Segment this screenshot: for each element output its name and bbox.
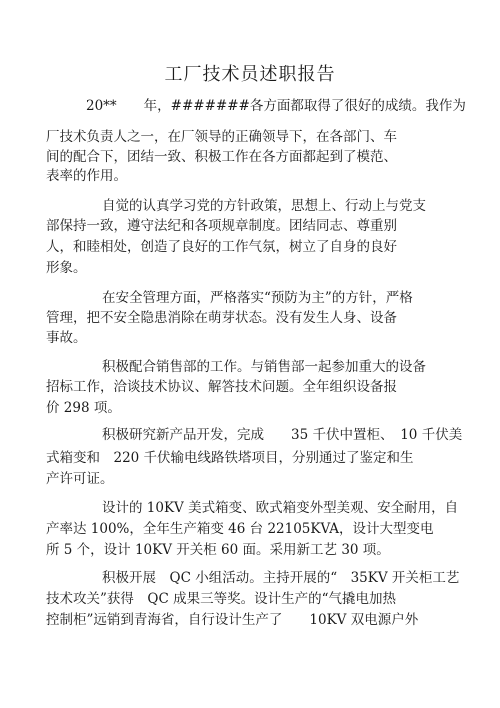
paragraph-4-line-1: 积极配合销售部的工作。与销售部一起参加重大的设备 bbox=[102, 359, 426, 375]
paragraph-2-line-2: 部保持一致，遵守法纪和各项规章制度。团结同志、尊重别 bbox=[46, 218, 397, 234]
document-title: 工厂技术员述职报告 bbox=[164, 64, 336, 85]
paragraph-5-line-1: 积极研究新产品开发，完成 35 千伏中置柜、 10 千伏美 bbox=[102, 427, 463, 443]
paragraph-7-line-3: 控制柜”远销到青海省，自行设计生产了 10KV 双电源户外 bbox=[46, 612, 419, 628]
paragraph-2-line-1: 自觉的认真学习党的方针政策，思想上、行动上与党支 bbox=[102, 198, 426, 214]
paragraph-3-line-1: 在安全管理方面，严格落实“预防为主”的方针，严格 bbox=[102, 290, 413, 306]
paragraph-6-line-2: 产率达 100%，全年生产箱变 46 台 22105KVA，设计大型变电 bbox=[46, 521, 434, 537]
paragraph-3-line-3: 事故。 bbox=[46, 330, 87, 346]
paragraph-4-line-2: 招标工作，洽谈技术协议、解答技术问题。全年组织设备报 bbox=[46, 379, 397, 395]
paragraph-1-line-2: 厂技术负责人之一，在厂领导的正确领导下，在各部门、车 bbox=[46, 129, 397, 145]
paragraph-1-line-1: 20** 年，#######各方面都取得了很好的成绩。我作为 bbox=[86, 98, 466, 114]
paragraph-1-line-3: 间的配合下，团结一致、积极工作在各方面都起到了模范、 bbox=[46, 149, 397, 165]
paragraph-6-line-1: 设计的 10KV 美式箱变、欧式箱变外型美观、安全耐用，自 bbox=[102, 500, 459, 516]
paragraph-5-line-2: 式箱变和 220 千伏输电线路铁塔项目，分别通过了鉴定和生 bbox=[46, 450, 414, 466]
paragraph-2-line-3: 人，和睦相处，创造了良好的工作气氛，树立了自身的良好 bbox=[46, 239, 397, 255]
paragraph-3-line-2: 管理，把不安全隐患消除在萌芽状态。没有发生人身、设备 bbox=[46, 310, 397, 326]
paragraph-2-line-4: 形象。 bbox=[46, 260, 87, 276]
paragraph-7-line-2: 技术攻关”获得 QC 成果三等奖。设计生产的“气撬电加热 bbox=[46, 591, 396, 607]
paragraph-6-line-3: 所 5 个，设计 10KV 开关柜 60 面。采用新工艺 30 项。 bbox=[46, 542, 390, 558]
paragraph-7-line-1: 积极开展 QC 小组活动。主持开展的“ 35KV 开关柜工艺 bbox=[102, 570, 460, 586]
paragraph-1-line-4: 表率的作用。 bbox=[46, 168, 127, 184]
paragraph-5-line-3: 产许可证。 bbox=[46, 471, 114, 487]
paragraph-4-line-3: 价 298 项。 bbox=[46, 400, 121, 416]
